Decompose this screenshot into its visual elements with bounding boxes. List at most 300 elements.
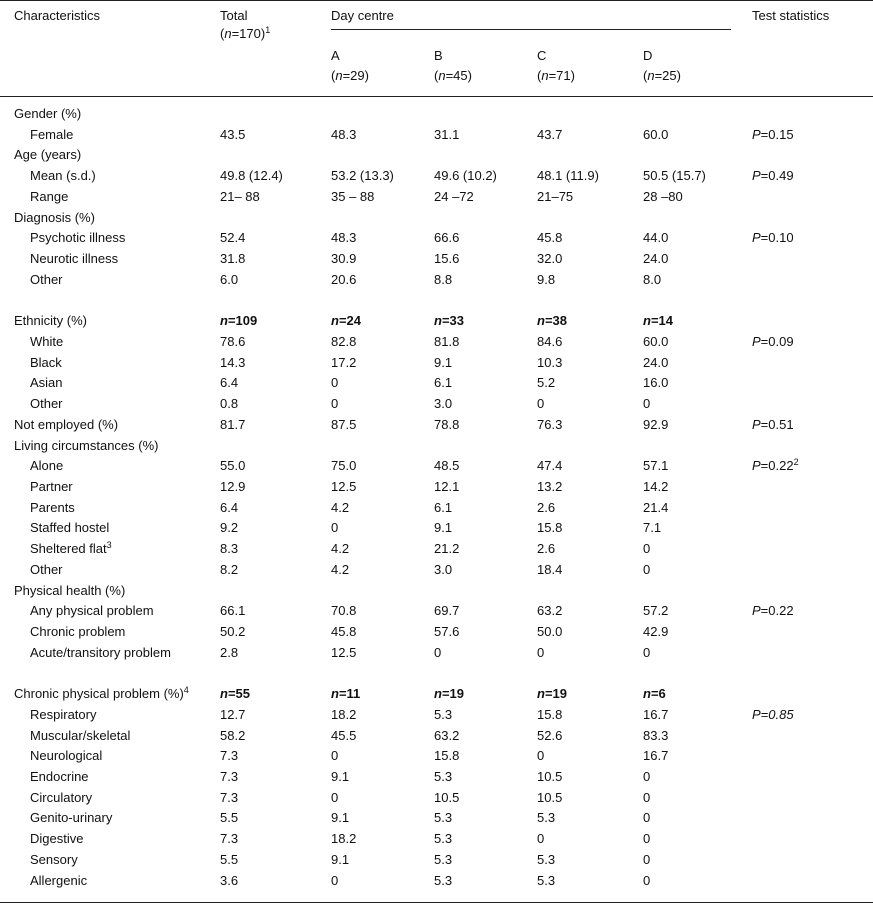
- cell-centre-d: 60.0: [643, 126, 669, 142]
- cell-total: 7.3: [220, 748, 239, 764]
- cell-centre-a: 17.2: [331, 354, 357, 370]
- row-label-text: Other: [30, 396, 63, 412]
- cell-centre-a: 20.6: [331, 271, 357, 287]
- table-row: [0, 416, 873, 437]
- row-label: [30, 478, 73, 496]
- table-row: [0, 395, 873, 416]
- cell-centre-c: 52.6: [537, 727, 563, 743]
- cell-centre-d: 50.5 (15.7): [643, 168, 706, 184]
- cell-centre-a: 0: [331, 789, 339, 805]
- cell-centre-c: 76.3: [537, 416, 563, 432]
- test-statistic-text: P=0.22: [752, 603, 794, 619]
- cell-centre-a: 45.5: [331, 727, 357, 743]
- cell-total: 6.4: [220, 375, 239, 391]
- row-label-text: Range: [30, 188, 69, 204]
- table-row: [0, 126, 873, 147]
- cell-centre-b: 9.1: [434, 354, 453, 370]
- row-label-text: Partner: [30, 478, 73, 494]
- row-label: [30, 457, 63, 475]
- cell-test-statistic: [752, 229, 794, 247]
- row-label: [30, 830, 83, 848]
- table-row: [0, 747, 873, 768]
- row-label-text: Not employed (%): [14, 416, 119, 432]
- cell-total: 52.4: [220, 230, 246, 246]
- row-label: [30, 540, 112, 558]
- table-row: [0, 561, 873, 582]
- row-label-text: Circulatory: [30, 789, 93, 805]
- footnote-marker: 4: [183, 685, 189, 696]
- cell-total: 6.0: [220, 271, 239, 287]
- day-centre-rule: [331, 29, 731, 30]
- cell-centre-a: 30.9: [331, 251, 357, 267]
- cell-centre-a: 53.2 (13.3): [331, 168, 394, 184]
- cell-centre-a: 87.5: [331, 416, 357, 432]
- cell-centre-a: 0: [331, 520, 339, 536]
- header-total-n-value: (n=170): [220, 26, 266, 41]
- cell-centre-b: 15.8: [434, 748, 460, 764]
- header-test-statistics: Test statistics: [752, 8, 830, 23]
- cell-centre-a: 82.8: [331, 333, 357, 349]
- cell-centre-c: 63.2: [537, 603, 563, 619]
- cell-centre-d: 0: [643, 810, 651, 826]
- row-label: [30, 395, 63, 413]
- table-row: [0, 146, 873, 167]
- table-row: [0, 437, 873, 458]
- cell-total: 3.6: [220, 872, 239, 888]
- cell-centre-b: 21.2: [434, 541, 460, 557]
- row-label-text: Digestive: [30, 831, 84, 847]
- cell-centre-b: 78.8: [434, 416, 460, 432]
- cell-centre-b: 5.3: [434, 769, 453, 785]
- cell-total: 2.8: [220, 644, 239, 660]
- cell-centre-d: 0: [643, 789, 651, 805]
- cell-total: n=109: [220, 313, 258, 329]
- cell-centre-d: 28 –80: [643, 188, 683, 204]
- row-label: [30, 374, 63, 392]
- cell-total: n=55: [220, 686, 251, 702]
- cell-centre-c: 18.4: [537, 561, 563, 577]
- row-label-text: Alone: [30, 458, 64, 474]
- cell-centre-c: 50.0: [537, 624, 563, 639]
- cell-centre-c: 32.0: [537, 251, 563, 267]
- cell-centre-d: n=14: [643, 313, 674, 329]
- cell-centre-c: 0: [537, 644, 545, 660]
- cell-test-statistic: [752, 457, 799, 475]
- row-label-text: Neurotic illness: [30, 251, 119, 267]
- cell-centre-a: 0: [331, 872, 339, 888]
- header-characteristics: Characteristics: [14, 8, 100, 23]
- cell-centre-a: 9.1: [331, 851, 350, 867]
- cell-centre-a: 70.8: [331, 603, 357, 619]
- table-row: [0, 768, 873, 789]
- cell-centre-b: 49.6 (10.2): [434, 168, 497, 184]
- table-row: [0, 685, 873, 706]
- row-label-text: Chronic problem: [30, 624, 126, 639]
- cell-centre-c: 15.8: [537, 706, 563, 722]
- cell-test-statistic: [752, 706, 794, 724]
- cell-centre-a: 0: [331, 375, 339, 391]
- cell-centre-d: n=6: [643, 686, 666, 702]
- cell-centre-c: 0: [537, 396, 545, 412]
- table-row: [0, 582, 873, 603]
- table-row: [0, 374, 873, 395]
- cell-centre-d: 0: [643, 851, 651, 867]
- cell-centre-b: 6.1: [434, 375, 453, 391]
- row-label: [14, 312, 87, 330]
- row-label-text: Psychotic illness: [30, 230, 126, 246]
- row-label-text: Asian: [30, 375, 63, 391]
- cell-centre-b: 57.6: [434, 624, 460, 639]
- table-row: [0, 229, 873, 250]
- cell-total: 21– 88: [220, 188, 260, 204]
- cell-centre-c: 10.3: [537, 354, 563, 370]
- cell-centre-c: 21–75: [537, 188, 574, 204]
- table-row: [0, 872, 873, 893]
- bottom-rule: [0, 902, 873, 903]
- test-statistic-text: P=0.10: [752, 230, 794, 246]
- cell-centre-a: n=11: [331, 686, 361, 702]
- cell-centre-b: 10.5: [434, 789, 460, 805]
- cell-centre-d: 0: [643, 769, 651, 785]
- header-centre-a: A: [331, 48, 340, 63]
- row-label-text: Sheltered flat: [30, 541, 107, 557]
- row-label: [14, 209, 95, 227]
- cell-test-statistic: [752, 167, 794, 185]
- table-row: [0, 706, 873, 727]
- cell-centre-d: 14.2: [643, 478, 669, 494]
- row-label-text: Neurological: [30, 748, 103, 764]
- row-label-text: Other: [30, 561, 63, 577]
- cell-centre-d: 24.0: [643, 251, 669, 267]
- cell-centre-a: 48.3: [331, 230, 357, 246]
- cell-centre-b: 5.3: [434, 872, 453, 888]
- table-row: [0, 789, 873, 810]
- table-row: [0, 809, 873, 830]
- row-label: [14, 146, 81, 164]
- header-day-centre: Day centre: [331, 8, 394, 23]
- row-label-text: Staffed hostel: [30, 520, 110, 536]
- cell-total: 78.6: [220, 333, 246, 349]
- row-label: [30, 727, 130, 745]
- cell-total: 49.8 (12.4): [220, 168, 283, 184]
- cell-total: 50.2: [220, 624, 246, 639]
- footnote-marker: 2: [793, 457, 799, 468]
- cell-centre-d: 0: [643, 872, 651, 888]
- test-statistic-text: P=0.85: [752, 706, 794, 722]
- cell-centre-b: 24 –72: [434, 188, 474, 204]
- table-row: [0, 664, 873, 685]
- cell-centre-b: 5.3: [434, 831, 453, 847]
- table-row: [0, 644, 873, 665]
- table-row: [0, 333, 873, 354]
- footnote-marker: 3: [106, 540, 112, 551]
- row-label-text: Any physical problem: [30, 603, 154, 619]
- cell-centre-c: 2.6: [537, 541, 556, 557]
- cell-centre-a: 75.0: [331, 458, 357, 474]
- row-label-text: Gender (%): [14, 106, 82, 121]
- header-centre-d-n: (n=25): [643, 68, 681, 83]
- table-row: [0, 602, 873, 623]
- cell-total: 7.3: [220, 789, 239, 805]
- row-label-text: Acute/transitory problem: [30, 644, 171, 660]
- cell-centre-c: 5.3: [537, 851, 556, 867]
- table-row: [0, 457, 873, 478]
- test-statistic-text: P=0.15: [752, 126, 794, 142]
- cell-total: 7.3: [220, 831, 239, 847]
- row-label-text: White: [30, 333, 64, 349]
- row-label: [14, 582, 125, 600]
- cell-centre-c: 10.5: [537, 769, 563, 785]
- cell-centre-c: 2.6: [537, 499, 556, 515]
- cell-centre-d: 0: [643, 831, 651, 847]
- cell-centre-b: 3.0: [434, 396, 453, 412]
- cell-centre-b: 48.5: [434, 458, 460, 474]
- cell-centre-a: 12.5: [331, 644, 357, 660]
- cell-centre-b: n=19: [434, 686, 465, 702]
- row-label: [30, 250, 118, 268]
- cell-centre-c: 5.2: [537, 375, 556, 391]
- cell-centre-d: 8.0: [643, 271, 662, 287]
- cell-total: 0.8: [220, 396, 239, 412]
- footnote-marker: 1: [265, 25, 271, 35]
- cell-centre-c: 5.3: [537, 810, 556, 826]
- test-statistic-text: P=0.22: [752, 458, 794, 474]
- row-label-text: Chronic physical problem (%): [14, 686, 184, 702]
- cell-test-statistic: [752, 126, 794, 144]
- row-label: [30, 747, 102, 765]
- cell-centre-c: 43.7: [537, 126, 563, 142]
- row-label-text: Diagnosis (%): [14, 209, 95, 225]
- cell-test-statistic: [752, 333, 794, 351]
- cell-centre-b: 81.8: [434, 333, 460, 349]
- cell-centre-c: 0: [537, 748, 545, 764]
- cell-centre-d: 57.2: [643, 603, 669, 619]
- cell-total: 12.7: [220, 706, 246, 722]
- cell-centre-c: n=19: [537, 686, 568, 702]
- cell-centre-d: 16.7: [643, 706, 669, 722]
- cell-centre-c: 0: [537, 831, 545, 847]
- test-statistic-text: P=0.49: [752, 168, 794, 184]
- cell-test-statistic: [752, 416, 794, 434]
- row-label: [30, 706, 96, 724]
- cell-centre-b: 5.3: [434, 706, 453, 722]
- header-total-n: [220, 25, 270, 43]
- cell-centre-b: 31.1: [434, 126, 460, 142]
- cell-centre-d: 0: [643, 541, 651, 557]
- row-label: [30, 851, 78, 869]
- cell-centre-d: 24.0: [643, 354, 669, 370]
- row-label-text: Sensory: [30, 851, 78, 867]
- cell-centre-c: 9.8: [537, 271, 556, 287]
- header-centre-c: C: [537, 48, 547, 63]
- cell-centre-a: 45.8: [331, 624, 357, 639]
- table-row: [0, 209, 873, 230]
- cell-centre-d: 0: [643, 396, 651, 412]
- header-rule: [0, 96, 873, 97]
- cell-centre-c: 5.3: [537, 872, 556, 888]
- cell-centre-d: 16.0: [643, 375, 669, 391]
- cell-centre-d: 21.4: [643, 499, 669, 515]
- table-row: [0, 188, 873, 209]
- cell-centre-d: 0: [643, 644, 651, 660]
- cell-centre-c: 15.8: [537, 520, 563, 536]
- row-label-text: Living circumstances (%): [14, 437, 159, 453]
- cell-centre-a: n=24: [331, 313, 362, 329]
- row-label-text: Black: [30, 354, 62, 370]
- cell-centre-c: 47.4: [537, 458, 563, 474]
- row-label-text: Endocrine: [30, 769, 89, 785]
- row-label: [30, 271, 63, 289]
- test-statistic-text: P=0.51: [752, 416, 794, 432]
- row-label: [30, 519, 109, 537]
- cell-centre-a: 12.5: [331, 478, 357, 494]
- row-label: [14, 416, 118, 434]
- table-row: [0, 499, 873, 520]
- cell-centre-a: 9.1: [331, 769, 350, 785]
- table-row: [0, 167, 873, 188]
- cell-centre-d: 83.3: [643, 727, 669, 743]
- cell-centre-b: 5.3: [434, 851, 453, 867]
- table-row: [0, 312, 873, 333]
- cell-centre-a: 48.3: [331, 126, 357, 142]
- cell-test-statistic: [752, 602, 794, 620]
- row-label: [30, 188, 68, 206]
- row-label: [30, 499, 75, 517]
- cell-centre-a: 4.2: [331, 499, 350, 515]
- row-label-text: Ethnicity (%): [14, 313, 87, 329]
- cell-total: 5.5: [220, 810, 239, 826]
- cell-centre-d: 7.1: [643, 520, 662, 536]
- row-label: [30, 561, 63, 579]
- table-row: [0, 478, 873, 499]
- cell-centre-d: 44.0: [643, 230, 669, 246]
- cell-centre-d: 16.7: [643, 748, 669, 764]
- cell-centre-a: 0: [331, 396, 339, 412]
- cell-centre-d: 57.1: [643, 458, 669, 474]
- row-label-text: Other: [30, 271, 63, 287]
- cell-centre-c: n=38: [537, 313, 568, 329]
- cell-centre-a: 4.2: [331, 541, 350, 557]
- cell-centre-d: 42.9: [643, 624, 669, 639]
- cell-total: 8.2: [220, 561, 239, 577]
- row-label: [30, 333, 63, 351]
- table-row: [0, 354, 873, 375]
- cell-centre-c: 48.1 (11.9): [537, 168, 599, 184]
- cell-centre-b: 6.1: [434, 499, 453, 515]
- cell-total: 6.4: [220, 499, 239, 515]
- cell-total: 8.3: [220, 541, 239, 557]
- table-row: [0, 727, 873, 748]
- header-centre-d: D: [643, 48, 653, 63]
- cell-centre-b: 12.1: [434, 478, 460, 494]
- table-row: [0, 291, 873, 312]
- row-label-text: Allergenic: [30, 872, 88, 888]
- header-total: Total: [220, 8, 248, 23]
- cell-centre-b: n=33: [434, 313, 465, 329]
- row-label: [30, 872, 87, 890]
- cell-centre-a: 35 – 88: [331, 188, 375, 204]
- cell-total: 7.3: [220, 769, 239, 785]
- cell-centre-d: 0: [643, 561, 651, 577]
- table-row: [0, 851, 873, 872]
- cell-centre-a: 9.1: [331, 810, 350, 826]
- row-label: [30, 809, 112, 827]
- row-label: [30, 602, 154, 620]
- table-row: [0, 105, 873, 126]
- row-label: [30, 789, 92, 807]
- cell-centre-a: 18.2: [331, 831, 357, 847]
- cell-total: 55.0: [220, 458, 246, 474]
- table-row: [0, 250, 873, 271]
- table-row: [0, 830, 873, 851]
- row-label: [14, 437, 159, 455]
- cell-centre-c: 45.8: [537, 230, 563, 246]
- row-label-text: Age (years): [14, 147, 82, 163]
- row-label-text: Physical health (%): [14, 582, 126, 598]
- cell-centre-c: 10.5: [537, 789, 563, 805]
- cell-centre-b: 9.1: [434, 520, 453, 536]
- table-row: [0, 271, 873, 292]
- cell-centre-a: 18.2: [331, 706, 357, 722]
- cell-centre-d: 92.9: [643, 416, 669, 432]
- cell-total: 81.7: [220, 416, 246, 432]
- cell-total: 66.1: [220, 603, 246, 619]
- row-label: [30, 167, 96, 185]
- cell-centre-b: 63.2: [434, 727, 460, 743]
- row-label-text: Muscular/skeletal: [30, 727, 131, 743]
- row-label-text: Female: [30, 126, 74, 142]
- header-centre-a-n: (n=29): [331, 68, 369, 83]
- cell-centre-c: 84.6: [537, 333, 563, 349]
- row-label-text: Parents: [30, 499, 75, 515]
- row-label: [30, 644, 171, 662]
- table-row: [0, 623, 873, 644]
- header-centre-c-n: (n=71): [537, 68, 575, 83]
- top-rule: [0, 0, 873, 1]
- cell-total: 43.5: [220, 126, 246, 142]
- cell-total: 12.9: [220, 478, 246, 494]
- row-label-text: Genito-urinary: [30, 810, 113, 826]
- cell-total: 58.2: [220, 727, 246, 743]
- cell-centre-d: 60.0: [643, 333, 669, 349]
- cell-centre-b: 15.6: [434, 251, 460, 267]
- header-centre-b-n: (n=45): [434, 68, 472, 83]
- test-statistic-text: P=0.09: [752, 333, 794, 349]
- cell-total: 5.5: [220, 851, 239, 867]
- row-label: [30, 229, 125, 247]
- row-label: [30, 768, 89, 786]
- row-label: [14, 105, 81, 123]
- cell-centre-a: 0: [331, 748, 339, 764]
- table-row: [0, 540, 873, 561]
- header-centre-b: B: [434, 48, 443, 63]
- row-label: [14, 685, 189, 703]
- cell-centre-b: 8.8: [434, 271, 453, 287]
- row-label: [30, 623, 125, 641]
- cell-centre-b: 0: [434, 644, 442, 660]
- cell-centre-b: 5.3: [434, 810, 453, 826]
- table-row: [0, 519, 873, 540]
- cell-centre-c: 13.2: [537, 478, 563, 494]
- cell-total: 14.3: [220, 354, 246, 370]
- cell-centre-b: 69.7: [434, 603, 460, 619]
- cell-centre-b: 3.0: [434, 561, 453, 577]
- cell-centre-a: 4.2: [331, 561, 350, 577]
- cell-total: 9.2: [220, 520, 239, 536]
- row-label-text: Mean (s.d.): [30, 168, 96, 184]
- row-label: [30, 126, 73, 144]
- cell-centre-b: 66.6: [434, 230, 460, 246]
